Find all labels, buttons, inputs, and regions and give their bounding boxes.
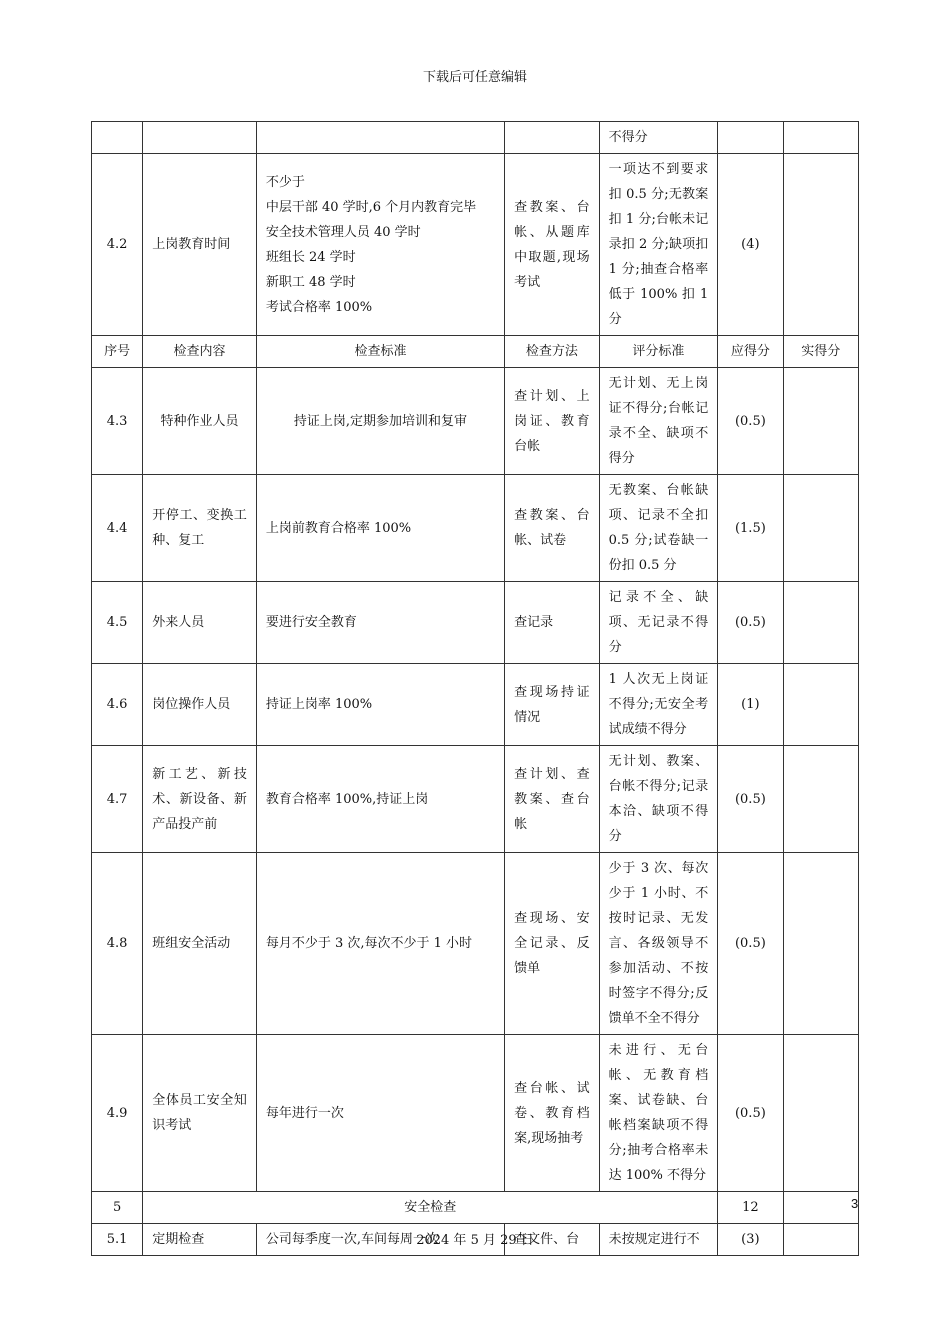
column-header: 检查标准 <box>256 336 504 368</box>
cell-actual <box>783 853 858 1035</box>
table-row <box>92 582 859 664</box>
cell-no: 5.1 <box>92 1224 143 1256</box>
standard-line: 中层干部 40 学时,6 个月内教育完毕 <box>265 199 477 215</box>
cell-method: 查文件、台 <box>505 1224 599 1256</box>
cell-item <box>143 122 257 154</box>
cell-criteria: 一项达不到要求扣 0.5 分;无教案扣 1 分;台帐未记录扣 2 分;缺项扣 1 分;抽查合格率低于 100% 扣 1 分 <box>599 154 718 336</box>
cell-method: 查教案、台帐、试卷 <box>505 475 599 582</box>
cell-method: 查现场持证情况 <box>505 664 599 746</box>
cell-score: (0.5) <box>718 582 783 664</box>
column-header: 序号 <box>92 336 143 368</box>
column-header: 应得分 <box>718 336 783 368</box>
cell-no: 4.9 <box>92 1035 143 1192</box>
section-row-5 <box>92 1192 859 1224</box>
cell-score: (1) <box>718 664 783 746</box>
cell-standard <box>256 122 504 154</box>
cell-no: 4.2 <box>92 154 143 336</box>
cell-actual <box>783 368 858 475</box>
cell-method: 查教案、台帐、从题库中取题,现场考试 <box>505 154 599 336</box>
table-row <box>92 664 859 746</box>
table-header-row <box>92 336 859 368</box>
cell-score: (0.5) <box>718 853 783 1035</box>
standard-line: 不少于 <box>265 174 305 190</box>
cell-item: 岗位操作人员 <box>143 664 257 746</box>
cell-standard: 每月不少于 3 次,每次不少于 1 小时 <box>256 853 504 1035</box>
cell-standard: 持证上岗,定期参加培训和复审 <box>256 368 504 475</box>
cell-score: (0.5) <box>718 1035 783 1192</box>
cell-criteria: 未进行、无台帐、无教育档案、试卷缺、台帐档案缺项不得分;抽考合格率未达 100% 不得分 <box>599 1035 718 1192</box>
cell-score: (4) <box>718 154 783 336</box>
cell-method: 查计划、上岗证、教育台帐 <box>505 368 599 475</box>
cell-actual <box>783 122 858 154</box>
cell-method: 查计划、查教案、查台帐 <box>505 746 599 853</box>
cell-actual <box>783 746 858 853</box>
column-header: 检查方法 <box>505 336 599 368</box>
cell-criteria: 记录不全、缺项、无记录不得分 <box>599 582 718 664</box>
cell-no: 4.8 <box>92 853 143 1035</box>
page-number: 3 <box>851 1196 859 1211</box>
cell-method: 查现场、安全记录、反馈单 <box>505 853 599 1035</box>
cell-method: 查记录 <box>505 582 599 664</box>
cell-standard: 上岗前教育合格率 100% <box>256 475 504 582</box>
cell-no: 5 <box>92 1192 143 1224</box>
table-row <box>92 746 859 853</box>
cell-score: (1.5) <box>718 475 783 582</box>
cell-no <box>92 122 143 154</box>
cell-item: 班组安全活动 <box>143 853 257 1035</box>
cell-item: 开停工、变换工种、复工 <box>143 475 257 582</box>
cell-actual <box>783 1192 858 1224</box>
cell-actual <box>783 664 858 746</box>
table-row-4-2 <box>92 154 859 336</box>
cell-criteria: 未按规定进行不 <box>599 1224 718 1256</box>
column-header: 评分标准 <box>599 336 718 368</box>
header-note: 下载后可任意编辑 <box>422 70 527 85</box>
cell-criteria: 无计划、无上岗证不得分;台帐记录不全、缺项不得分 <box>599 368 718 475</box>
cell-criteria: 无计划、教案、台帐不得分;记录本洽、缺项不得分 <box>599 746 718 853</box>
cell-score: (3) <box>718 1224 783 1256</box>
cell-criteria: 不得分 <box>599 122 718 154</box>
cell-criteria: 无教案、台帐缺项、记录不全扣 0.5 分;试卷缺一份扣 0.5 分 <box>599 475 718 582</box>
section-title: 安全检查 <box>143 1192 718 1224</box>
cell-no: 4.5 <box>92 582 143 664</box>
cell-item: 特种作业人员 <box>143 368 257 475</box>
cell-score: 12 <box>718 1192 783 1224</box>
cell-item: 新工艺、新技术、新设备、新产品投产前 <box>143 746 257 853</box>
cell-score: (0.5) <box>718 746 783 853</box>
cell-no: 4.7 <box>92 746 143 853</box>
table-row <box>92 1035 859 1192</box>
cell-actual <box>783 582 858 664</box>
cell-item: 上岗教育时间 <box>143 154 257 336</box>
column-header: 实得分 <box>783 336 858 368</box>
standard-line: 新职工 48 学时 <box>265 274 356 290</box>
cell-standard: 要进行安全教育 <box>256 582 504 664</box>
standard-line: 安全技术管理人员 40 学时 <box>265 224 421 240</box>
table-row <box>92 475 859 582</box>
cell-score <box>718 122 783 154</box>
cell-no: 4.3 <box>92 368 143 475</box>
cell-method <box>505 122 599 154</box>
cell-criteria: 少于 3 次、每次少于 1 小时、不按时记录、无发言、各级领导不参加活动、不按时签字不得分;反馈单不全不得分 <box>599 853 718 1035</box>
table-row-continued <box>92 122 859 154</box>
cell-actual <box>783 1035 858 1192</box>
cell-method: 查台帐、试卷、教育档案,现场抽考 <box>505 1035 599 1192</box>
cell-item: 外来人员 <box>143 582 257 664</box>
cell-no: 4.6 <box>92 664 143 746</box>
table-row <box>92 368 859 475</box>
cell-score: (0.5) <box>718 368 783 475</box>
cell-standard: 每年进行一次 <box>256 1035 504 1192</box>
table-row <box>92 853 859 1035</box>
cell-no: 4.4 <box>92 475 143 582</box>
cell-criteria: 1 人次无上岗证不得分;无安全考试成绩不得分 <box>599 664 718 746</box>
cell-standard: 教育合格率 100%,持证上岗 <box>256 746 504 853</box>
standard-line: 考试合格率 100% <box>265 299 373 315</box>
cell-item: 定期检查 <box>143 1224 257 1256</box>
standard-line: 班组长 24 学时 <box>265 249 356 265</box>
inspection-table <box>91 121 859 1256</box>
cell-item: 全体员工安全知识考试 <box>143 1035 257 1192</box>
cell-standard: 公司每季度一次,车间每周一次 <box>256 1224 504 1256</box>
footer-date: 2024 年 5 月 29 日 <box>416 1233 534 1248</box>
cell-actual <box>783 475 858 582</box>
cell-standard: 持证上岗率 100% <box>256 664 504 746</box>
column-header: 检查内容 <box>143 336 257 368</box>
cell-actual <box>783 154 858 336</box>
cell-standard <box>256 154 504 336</box>
